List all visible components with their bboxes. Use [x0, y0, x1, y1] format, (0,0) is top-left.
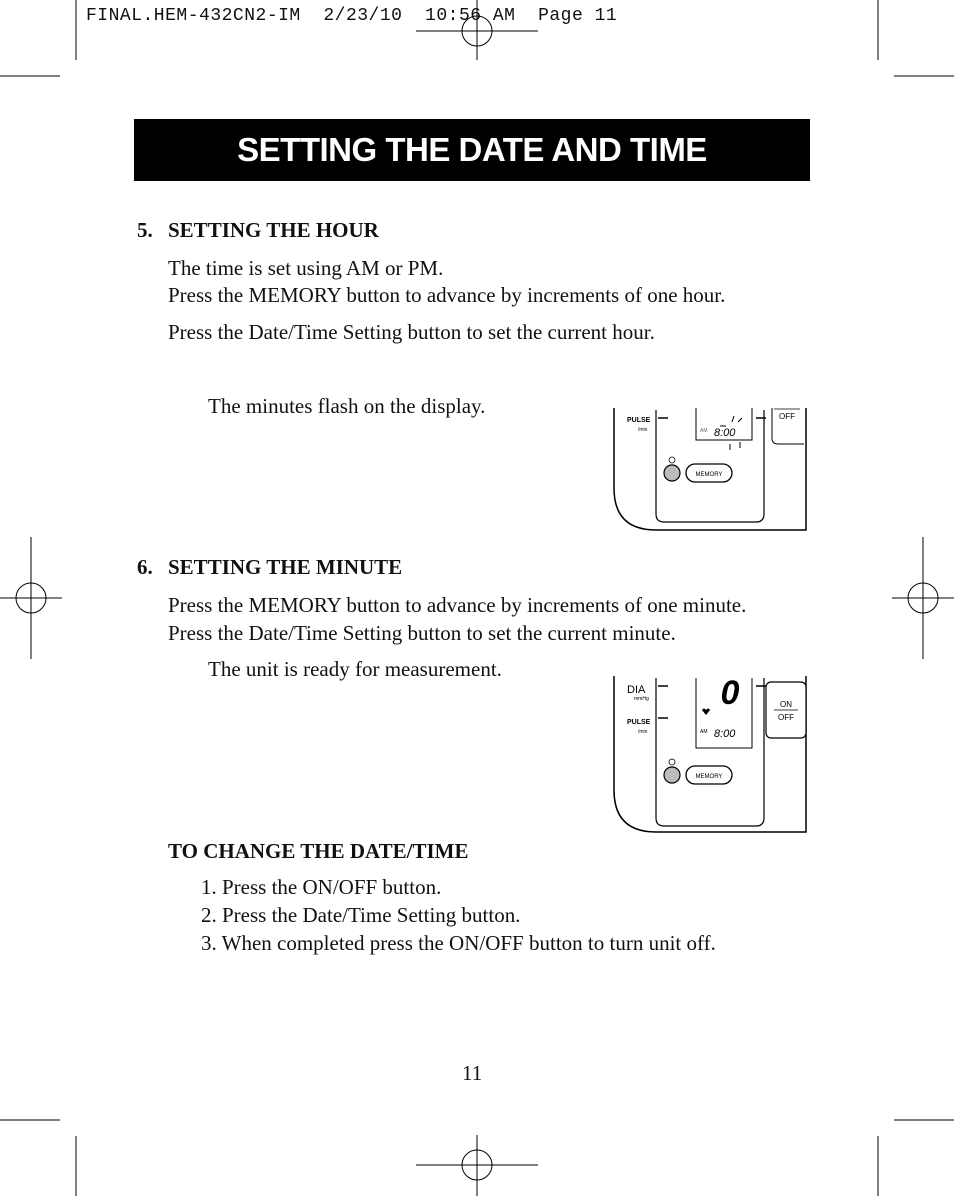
off-label: OFF	[778, 713, 794, 722]
date-time-setting-button[interactable]	[664, 465, 680, 481]
pulse-unit-label: /min	[638, 729, 648, 735]
memory-label: MEMORY	[695, 774, 723, 780]
clock-icon	[669, 759, 675, 765]
section-banner: SETTING THE DATE AND TIME	[134, 119, 810, 181]
step-6-line-1: Press the MEMORY button to advance by increments of one minute.	[168, 593, 747, 617]
date-time-setting-button[interactable]	[664, 767, 680, 783]
step-5-line-1: The time is set using AM or PM.	[168, 256, 444, 280]
pulse-label: PULSE	[627, 417, 651, 424]
dia-unit-label: mmHg	[634, 696, 649, 702]
heart-icon	[702, 709, 710, 716]
change-date-time-title: TO CHANGE THE DATE/TIME	[168, 839, 469, 863]
change-step-1: 1. Press the ON/OFF button.	[201, 875, 442, 899]
dia-label: DIA	[627, 684, 646, 696]
step-5-note: The minutes flash on the display.	[208, 394, 486, 418]
step-6-line-2: Press the Date/Time Setting button to set the current minute.	[168, 621, 676, 645]
measurement-digit: 0	[720, 674, 740, 712]
printer-slug: FINAL.HEM-432CN2-IM 2/23/10 10:56 AM Page 11	[86, 6, 618, 26]
clock-icon	[669, 457, 675, 463]
step-5-number: 5.	[137, 218, 153, 242]
monitor-illustration-minute	[610, 668, 810, 834]
step-6-note: The unit is ready for measurement.	[208, 657, 502, 681]
am-indicator: AM	[700, 428, 708, 434]
time-display: 8:00	[714, 427, 736, 439]
step-5-line-3: Press the Date/Time Setting button to set the current hour.	[168, 320, 655, 344]
pulse-label: PULSE	[627, 719, 651, 726]
on-label: ON	[780, 700, 792, 709]
change-step-3: 3. When completed press the ON/OFF button to turn unit off.	[201, 931, 716, 955]
change-step-2: 2. Press the Date/Time Setting button.	[201, 903, 521, 927]
step-5-title: SETTING THE HOUR	[168, 218, 379, 242]
memory-label: MEMORY	[695, 472, 723, 478]
off-label: OFF	[779, 412, 795, 421]
monitor-illustration-hour	[610, 400, 810, 532]
step-6-title: SETTING THE MINUTE	[168, 555, 403, 579]
step-6-number: 6.	[137, 555, 153, 579]
step-5-line-2: Press the MEMORY button to advance by increments of one hour.	[168, 283, 726, 307]
am-indicator: AM	[700, 729, 708, 735]
pulse-unit-label: /min	[638, 427, 648, 433]
time-display: 8:00	[714, 728, 736, 740]
page-number: 11	[462, 1061, 483, 1085]
